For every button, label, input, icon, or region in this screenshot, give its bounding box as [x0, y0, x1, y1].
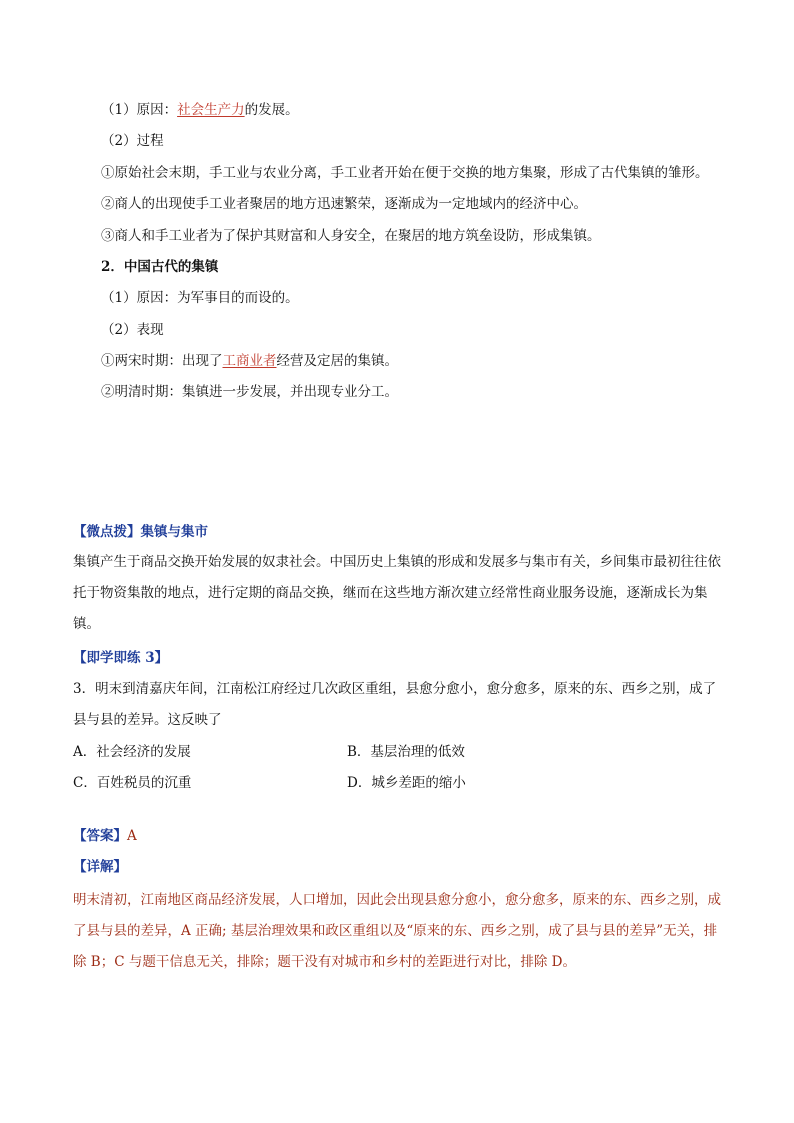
process-step-3: ③商人和手工业者为了保护其财富和人身安全，在聚居的地方筑垒设防，形成集镇。 [101, 228, 601, 244]
answer-label: 【答案】 [73, 828, 127, 844]
cause-term: 社会生产力 [177, 102, 245, 118]
section2-cause: （1）原因：为军事目的而设的。 [101, 290, 299, 306]
detail-label: 【详解】 [73, 859, 127, 875]
practice-question: 3．明末到清嘉庆年间，江南松江府经过几次政区重组，县愈分愈小，愈分愈多，原来的东、西乡之别，成了县与县的差异。这反映了 [73, 681, 717, 728]
answer-line [73, 826, 137, 846]
cause-line [101, 100, 299, 120]
manifest-item-2: ②明清时期：集镇进一步发展，并出现专业分工。 [101, 384, 398, 400]
process-step-1: ①原始社会末期，手工业与农业分离，手工业者开始在便于交换的地方集聚，形成了古代集镇的雏形。 [101, 165, 709, 181]
option-d: D．城乡差距的缩小 [347, 775, 466, 791]
manifest-item-1-suffix: 经营及定居的集镇。 [276, 353, 398, 369]
manifest-item-1 [101, 351, 398, 371]
section2-heading: 2．中国古代的集镇 [101, 259, 219, 275]
tip-label: 【微点拨】集镇与集市 [73, 524, 208, 540]
answer-value: A [127, 828, 137, 844]
detail-text: 明末清初，江南地区商品经济发展，人口增加，因此会出现县愈分愈小，愈分愈多，原来的东、西乡之别，成了县与县的差异，A 正确; 基层治理效果和政区重组以及“原来的东、西乡之别，成了县与县的差异”无关，排除 B；C 与题干信息无关，排除；题干没有对城市和乡村的差距进行对比，排除 D。 [73, 892, 721, 970]
process-label: （2）过程 [101, 133, 164, 149]
option-a: A．社会经济的发展 [73, 744, 191, 760]
process-step-2: ②商人的出现使手工业者聚居的地方迅速繁荣，逐渐成为一定地域内的经济中心。 [101, 196, 587, 212]
tip-text: 集镇产生于商品交换开始发展的奴隶社会。中国历史上集镇的形成和发展多与集市有关，乡间集市最初往往依托于物资集散的地点，进行定期的商品交换，继而在这些地方渐次建立经常性商业服务设施，逐渐成长为集镇。 [73, 554, 721, 632]
option-c: C．百姓税员的沉重 [73, 775, 192, 791]
cause-suffix: 的发展。 [244, 102, 299, 118]
cause-prefix: （1）原因： [101, 102, 178, 118]
practice-label: 【即学即练 3】 [73, 650, 169, 666]
manifest-item-1-prefix: ①两宋时期：出现了 [101, 353, 223, 369]
manifest-item-1-term: 工商业者 [222, 353, 277, 369]
manifest-label: （2）表现 [101, 322, 164, 338]
option-b: B．基层治理的低效 [347, 744, 465, 760]
